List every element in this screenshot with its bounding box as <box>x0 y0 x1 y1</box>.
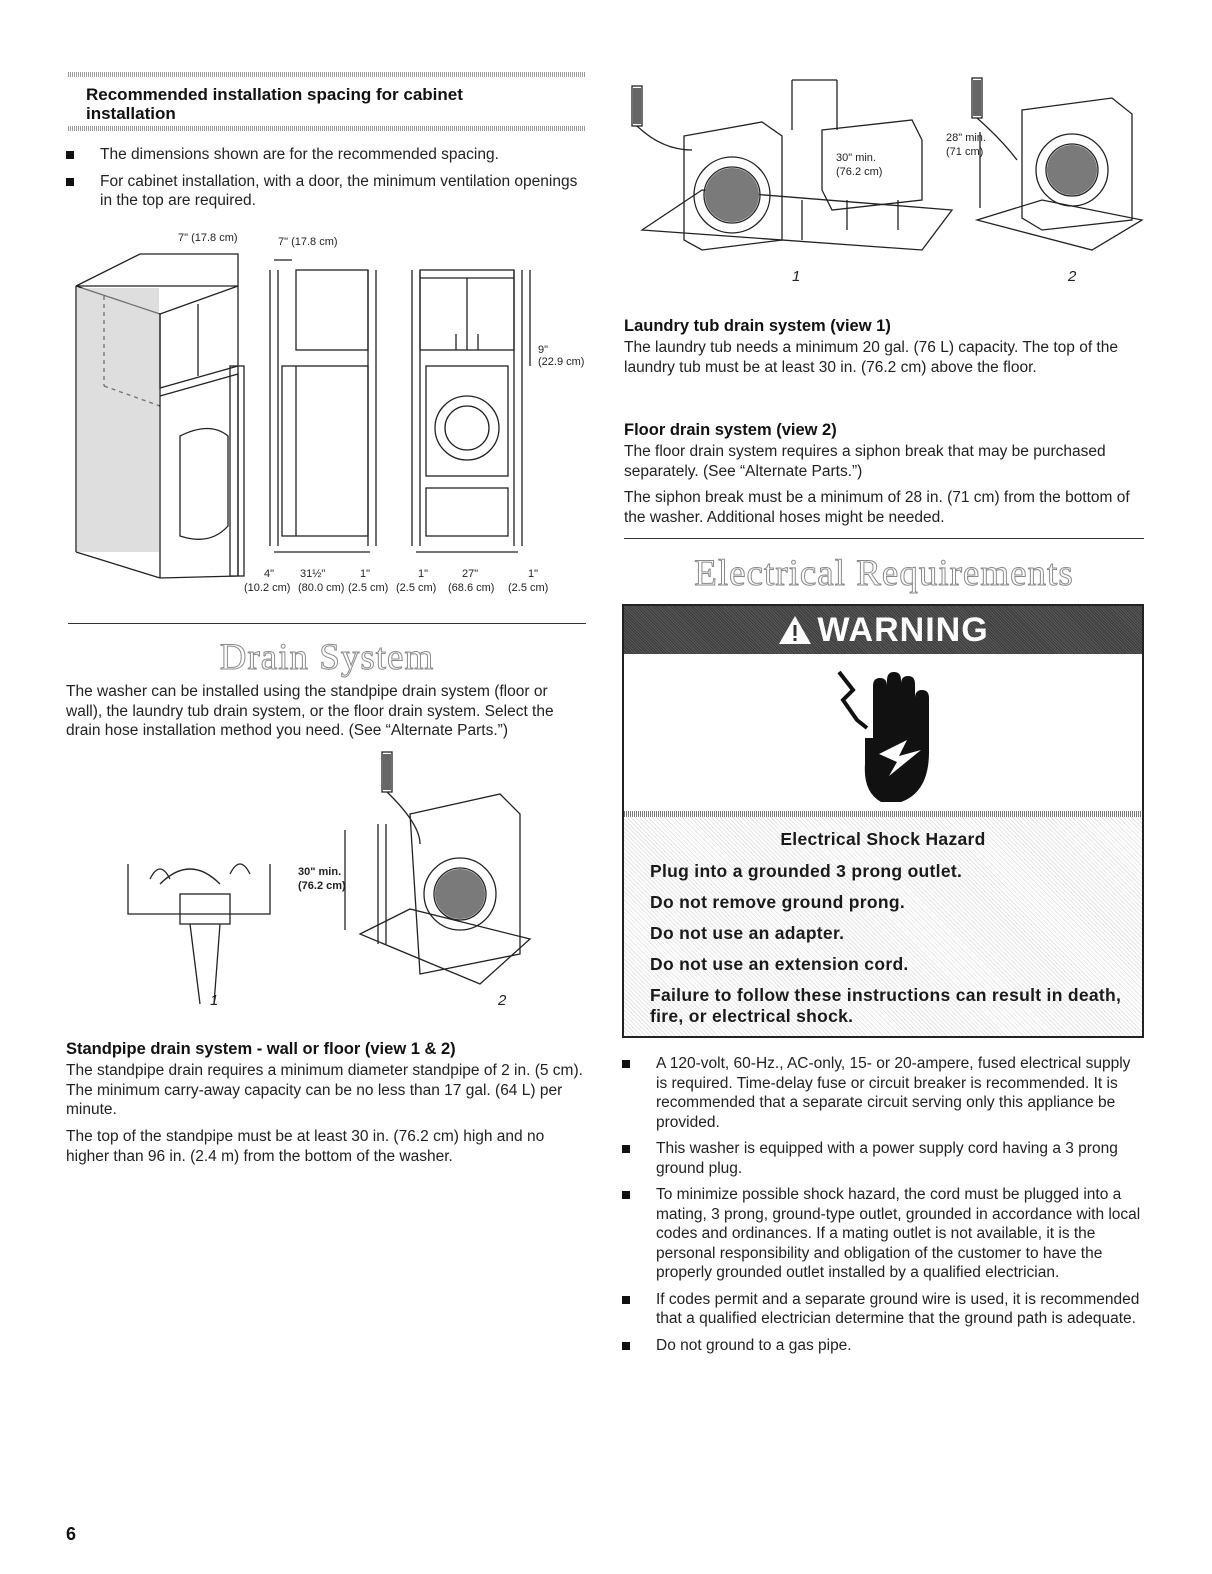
cabinet-illustration <box>60 226 590 606</box>
dim-bottom-cm-5: (68.6 cm) <box>448 582 495 594</box>
dim-bottom-5: 27" <box>462 568 479 580</box>
list-item: This washer is equipped with a power supply cord having a 3 prong ground plug. <box>622 1139 1144 1178</box>
tub-floor-drain-figure <box>622 70 1144 288</box>
warning-line-1: Plug into a grounded 3 prong outlet. <box>650 861 963 881</box>
warning-line-2: Do not remove ground prong. <box>650 892 906 912</box>
standpipe-paragraph-1: The standpipe drain requires a minimum diameter standpipe of 2 in. (5 cm). The minimum carry-away capacity can be no less than 17 gal. (64 L) per minute. <box>66 1062 583 1118</box>
floor-drain-dim-cm: (71 cm) <box>946 146 984 158</box>
warning-box <box>622 604 1144 1038</box>
standpipe-illustration <box>120 744 540 1014</box>
dim-side-cm: (22.9 cm) <box>538 356 585 368</box>
electric-shock-hand-icon <box>829 664 939 806</box>
drain-intro: The washer can be installed using the standpipe drain system (floor or wall), the laundry tub drain system, or the floor drain system. Select the drain hose installation method you need. (See “Alternate Parts.”) <box>66 683 554 739</box>
tub-dim-cm: (76.2 cm) <box>836 166 883 178</box>
floor-drain-heading: Floor drain system (view 2) <box>624 421 837 439</box>
floor-drain-paragraph-1: The floor drain system requires a siphon break that may be purchased separately. (See “Alternate Parts.”) <box>624 443 1106 480</box>
list-item: To minimize possible shock hazard, the cord must be plugged into a mating, 3 prong, ground-type outlet, grounded in accordance with local codes and ordinances. If a mating outlet is not available, it is the personal responsibility and obligation of the customer to have the properly grounded outlet installed by a qualified electrician. <box>622 1185 1144 1283</box>
tub-dim: 30" min. <box>836 152 876 164</box>
floor-drain-dim: 28" min. <box>946 132 986 144</box>
dim-bottom-cm-6: (2.5 cm) <box>508 582 549 594</box>
standpipe-dim-cm: (76.2 cm) <box>298 880 346 892</box>
dim-top-mid: 7" (17.8 cm) <box>278 236 338 248</box>
page-number: 6 <box>66 1524 77 1544</box>
standpipe-paragraph-2: The top of the standpipe must be at least 30 in. (76.2 cm) high and no higher than 96 in. (2.4 m) from the bottom of the washer. <box>66 1128 545 1165</box>
tub-floor-drain-illustration <box>622 70 1144 288</box>
floor-drain-paragraph-2: The siphon break must be a minimum of 28 in. (71 cm) from the bottom of the washer. Additional hoses might be needed. <box>624 489 1130 526</box>
warning-line-4: Do not use an extension cord. <box>650 954 909 974</box>
standpipe-fig-label-2: 2 <box>498 992 507 1009</box>
warning-line-5: Failure to follow these instructions can result in death, fire, or electrical shock. <box>650 985 1122 1026</box>
cabinet-bullet-list <box>66 145 586 218</box>
tub-fig-label-1: 1 <box>792 268 801 285</box>
electrical-bullet-list <box>622 1054 1144 1362</box>
dim-bottom-4: 1" <box>418 568 429 580</box>
warning-triangle-icon <box>777 614 813 646</box>
dim-bottom-cm-2: (80.0 cm) <box>298 582 345 594</box>
warning-line-3: Do not use an adapter. <box>650 923 845 943</box>
heading-bottom-rule <box>68 126 586 131</box>
standpipe-dim: 30" min. <box>298 866 342 878</box>
standpipe-heading: Standpipe drain system - wall or floor (view 1 & 2) <box>66 1040 456 1058</box>
standpipe-fig-label-1: 1 <box>210 992 219 1009</box>
cabinet-diagram <box>60 226 590 606</box>
list-item: The dimensions shown are for the recommended spacing. <box>66 145 586 165</box>
warning-word: WARNING <box>817 610 989 649</box>
dim-bottom-cm-4: (2.5 cm) <box>396 582 437 594</box>
dim-top-left: 7" (17.8 cm) <box>178 232 238 244</box>
warning-banner <box>624 606 1142 654</box>
list-item: A 120-volt, 60-Hz., AC-only, 15- or 20-ampere, fused electrical supply is required. Time-delay fuse or circuit breaker is recommended. It is recommended that a separate circuit serving only this appliance be provided. <box>622 1054 1144 1132</box>
cabinet-heading: Recommended installation spacing for cabinet installation <box>86 85 463 123</box>
tub-heading: Laundry tub drain system (view 1) <box>624 317 891 335</box>
tub-fig-label-2: 2 <box>1068 268 1077 285</box>
list-item: Do not ground to a gas pipe. <box>622 1336 1144 1356</box>
list-item: If codes permit and a separate ground wire is used, it is recommended that a qualified electrician determine that the ground path is adequate. <box>622 1290 1144 1329</box>
warning-content <box>624 817 1142 1036</box>
dim-bottom-1: 4" <box>264 568 275 580</box>
hazard-title: Electrical Shock Hazard <box>780 829 986 849</box>
dim-bottom-2: 31½" <box>300 568 326 580</box>
electrical-requirements-title: Electrical Requirements <box>694 553 1074 594</box>
standpipe-figure <box>120 744 540 1014</box>
drain-system-title: Drain System <box>219 637 435 678</box>
dim-bottom-6: 1" <box>528 568 539 580</box>
section-divider <box>68 623 586 624</box>
dim-bottom-cm-3: (2.5 cm) <box>348 582 389 594</box>
section-divider <box>624 538 1144 539</box>
dim-bottom-cm-1: (10.2 cm) <box>244 582 291 594</box>
dim-bottom-3: 1" <box>360 568 371 580</box>
dim-side: 9" <box>538 344 549 356</box>
tub-text: The laundry tub needs a minimum 20 gal. (76 L) capacity. The top of the laundry tub must be at least 30 in. (76.2 cm) above the floor. <box>624 339 1118 376</box>
list-item: For cabinet installation, with a door, the minimum ventilation openings in the top are required. <box>66 172 586 211</box>
heading-top-rule <box>68 72 586 77</box>
